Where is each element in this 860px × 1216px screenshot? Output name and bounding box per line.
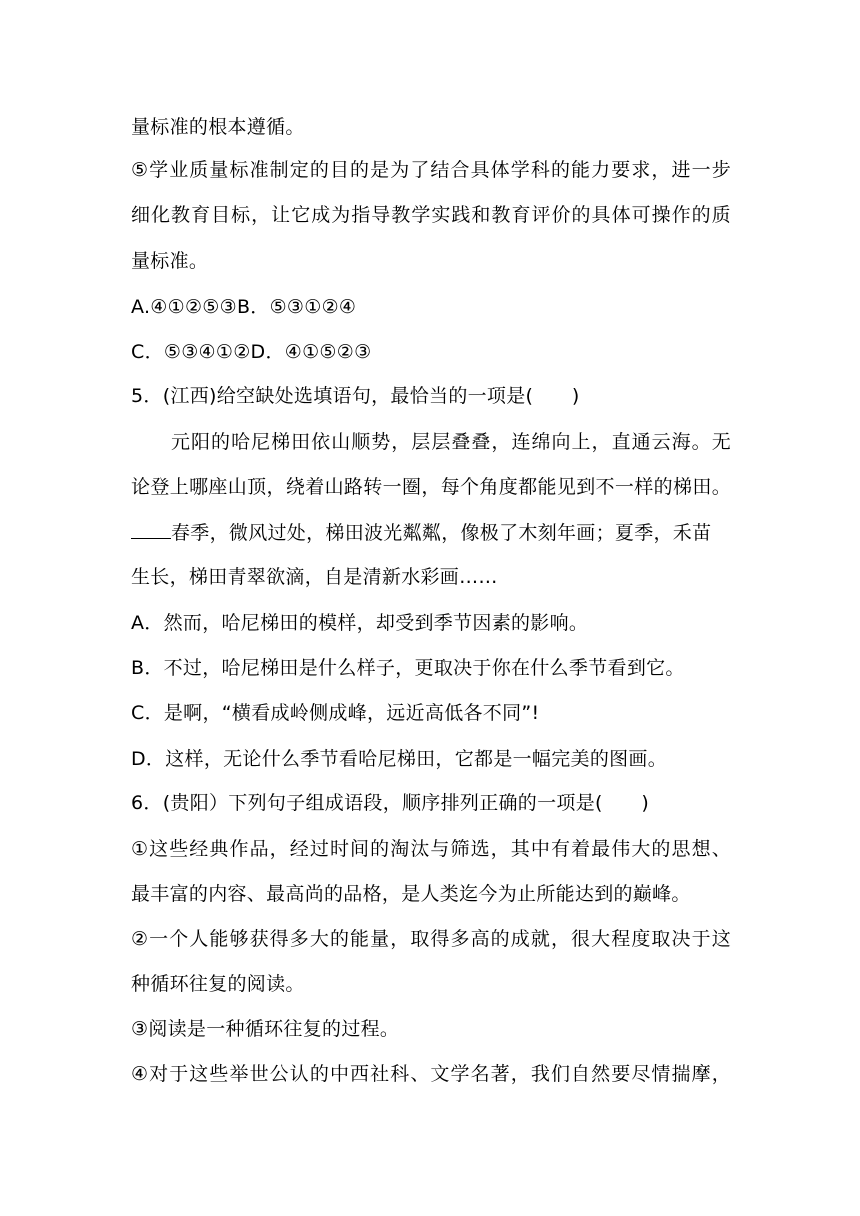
passage-line-with-blank (131, 520, 731, 545)
option-c: C．是啊，“横看成岭侧成峰，远近高低各不同”! (131, 702, 540, 724)
text-line: ⑤学业质量标准制定的目的是为了结合具体学科的能力要求，进一步 (131, 159, 731, 181)
text-line: 细化教育目标，让它成为指导教学实践和教育评价的具体可操作的质 (131, 204, 731, 226)
question-6-title: 6．(贵阳）下列句子组成语段，顺序排列正确的一项是( ) (131, 792, 650, 814)
text-line: 量标准的根本遵循。 (131, 116, 305, 138)
passage-line: 生长，梯田青翠欲滴，自是清新水彩画…… (131, 566, 498, 588)
answer-options-line: A.④①②⑤③B．⑤③①②④ (131, 296, 357, 318)
sentence-2-cont: 种循环往复的阅读。 (131, 973, 305, 995)
sentence-3: ③阅读是一种循环往复的过程。 (131, 1018, 400, 1040)
option-b: B．不过，哈尼梯田是什么样子，更取决于你在什么季节看到它。 (131, 657, 685, 679)
sentence-1: ①这些经典作品，经过时间的淘汰与筛选，其中有着最伟大的思想、 (131, 838, 731, 860)
passage-line: 元阳的哈尼梯田依山顺势，层层叠叠，连绵向上，直通云海。无 (171, 431, 731, 453)
question-5-title: 5．(江西)给空缺处选填语句，最恰当的一项是( ) (131, 385, 580, 407)
fill-blank (131, 520, 171, 539)
sentence-2: ②一个人能够获得多大的能量，取得多高的成就，很大程度取决于这 (131, 928, 731, 950)
option-d: D．这样，无论什么季节看哈尼梯田，它都是一幅完美的图画。 (131, 748, 668, 770)
answer-options-line: C．⑤③④①②D．④①⑤②③ (131, 341, 372, 363)
text-line: 量标准。 (131, 250, 209, 272)
passage-line: 论登上哪座山顶，绕着山路转一圈，每个角度都能见到不一样的梯田。 (131, 476, 731, 498)
sentence-4: ④对于这些举世公认的中西社科、文学名著，我们自然要尽情揣摩， (131, 1063, 731, 1085)
passage-text: 春季，微风过处，梯田波光粼粼，像极了木刻年画；夏季，禾苗 (171, 522, 712, 544)
option-a: A．然而，哈尼梯田的模样，却受到季节因素的影响。 (131, 612, 589, 634)
sentence-1-cont: 最丰富的内容、最高尚的品格，是人类迄今为止所能达到的巅峰。 (131, 883, 691, 905)
